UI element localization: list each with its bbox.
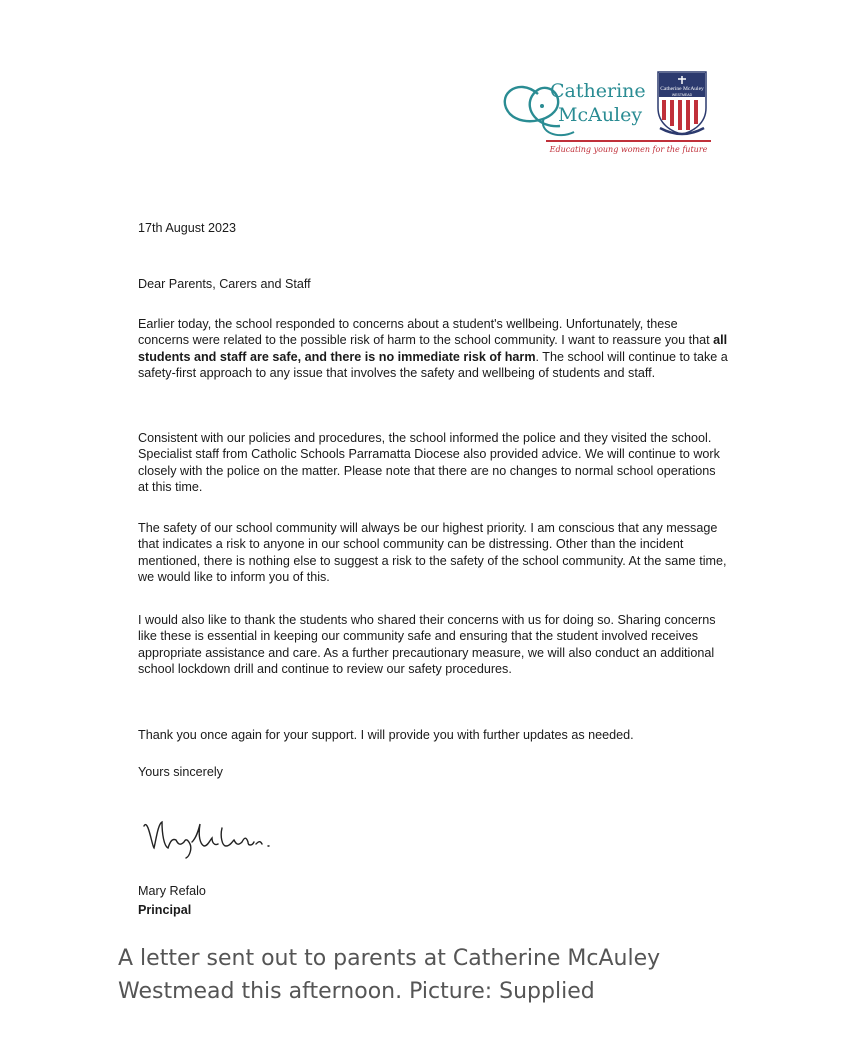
letter-salutation: Dear Parents, Carers and Staff (138, 277, 311, 291)
handwritten-signature (140, 812, 280, 862)
logo-line-2: McAuley (558, 104, 643, 126)
letter-emphasis: all students and staff are safe, and there is no immediate risk of harm (138, 333, 728, 364)
letter-paragraph-1: Earlier today, the school responded to concerns about a student's wellbeing. Unfortunately, these concerns were related to the possible risk of harm to the school community. I want to reassure you that all students and staff are safe, and there is no immediate risk of harm. The school will continue to take a safety-first approach to any issue that involves the safety and wellbeing of students and staff. (138, 317, 728, 380)
letter-paragraph-2: Consistent with our policies and procedures, the school informed the police and they visited the school. Specialist staff from Catholic Schools Parramatta Diocese also provided advice. We will continue to work closely with the police on the matter. Please note that there are no changes to normal school operations at this time. (138, 431, 720, 494)
svg-text:WESTMEAD: WESTMEAD (671, 93, 693, 97)
letter-paragraph-4: I would also like to thank the students who shared their concerns with us for doing so. Sharing concerns like these is essential in keeping our community safe and ensuring that the student involved receives appropriate assistance and care. As a further precautionary measure, we will also conduct an additional school lockdown drill and continue to review our safety procedures. (138, 613, 716, 676)
logo-line-1: Catherine (550, 80, 646, 102)
letter-date: 17th August 2023 (138, 221, 237, 235)
logo-tagline: Educating young women for the future (546, 140, 711, 154)
image-caption: A letter sent out to parents at Catherine McAuley Westmead this afternoon. Picture: Supplied (118, 946, 661, 1004)
letter-paragraph-3: The safety of our school community will always be our highest priority. I am conscious that any message that indicates a risk to anyone in our school community can be distressing. Other than the incident mentioned, there is nothing else to suggest a risk to the safety of the school community. At the same time, we would like to inform you of this. (138, 521, 727, 584)
logo-wordmark (498, 66, 658, 146)
school-logo (498, 66, 713, 161)
letter-closing: Yours sincerely (138, 765, 223, 779)
signatory-title: Principal (138, 903, 192, 917)
school-crest-icon (656, 70, 708, 136)
svg-text:Catherine McAuley: Catherine McAuley (660, 86, 704, 92)
signatory-name: Mary Refalo (138, 884, 206, 898)
letter-paragraph-5: Thank you once again for your support. I will provide you with further updates as needed. (138, 728, 634, 742)
